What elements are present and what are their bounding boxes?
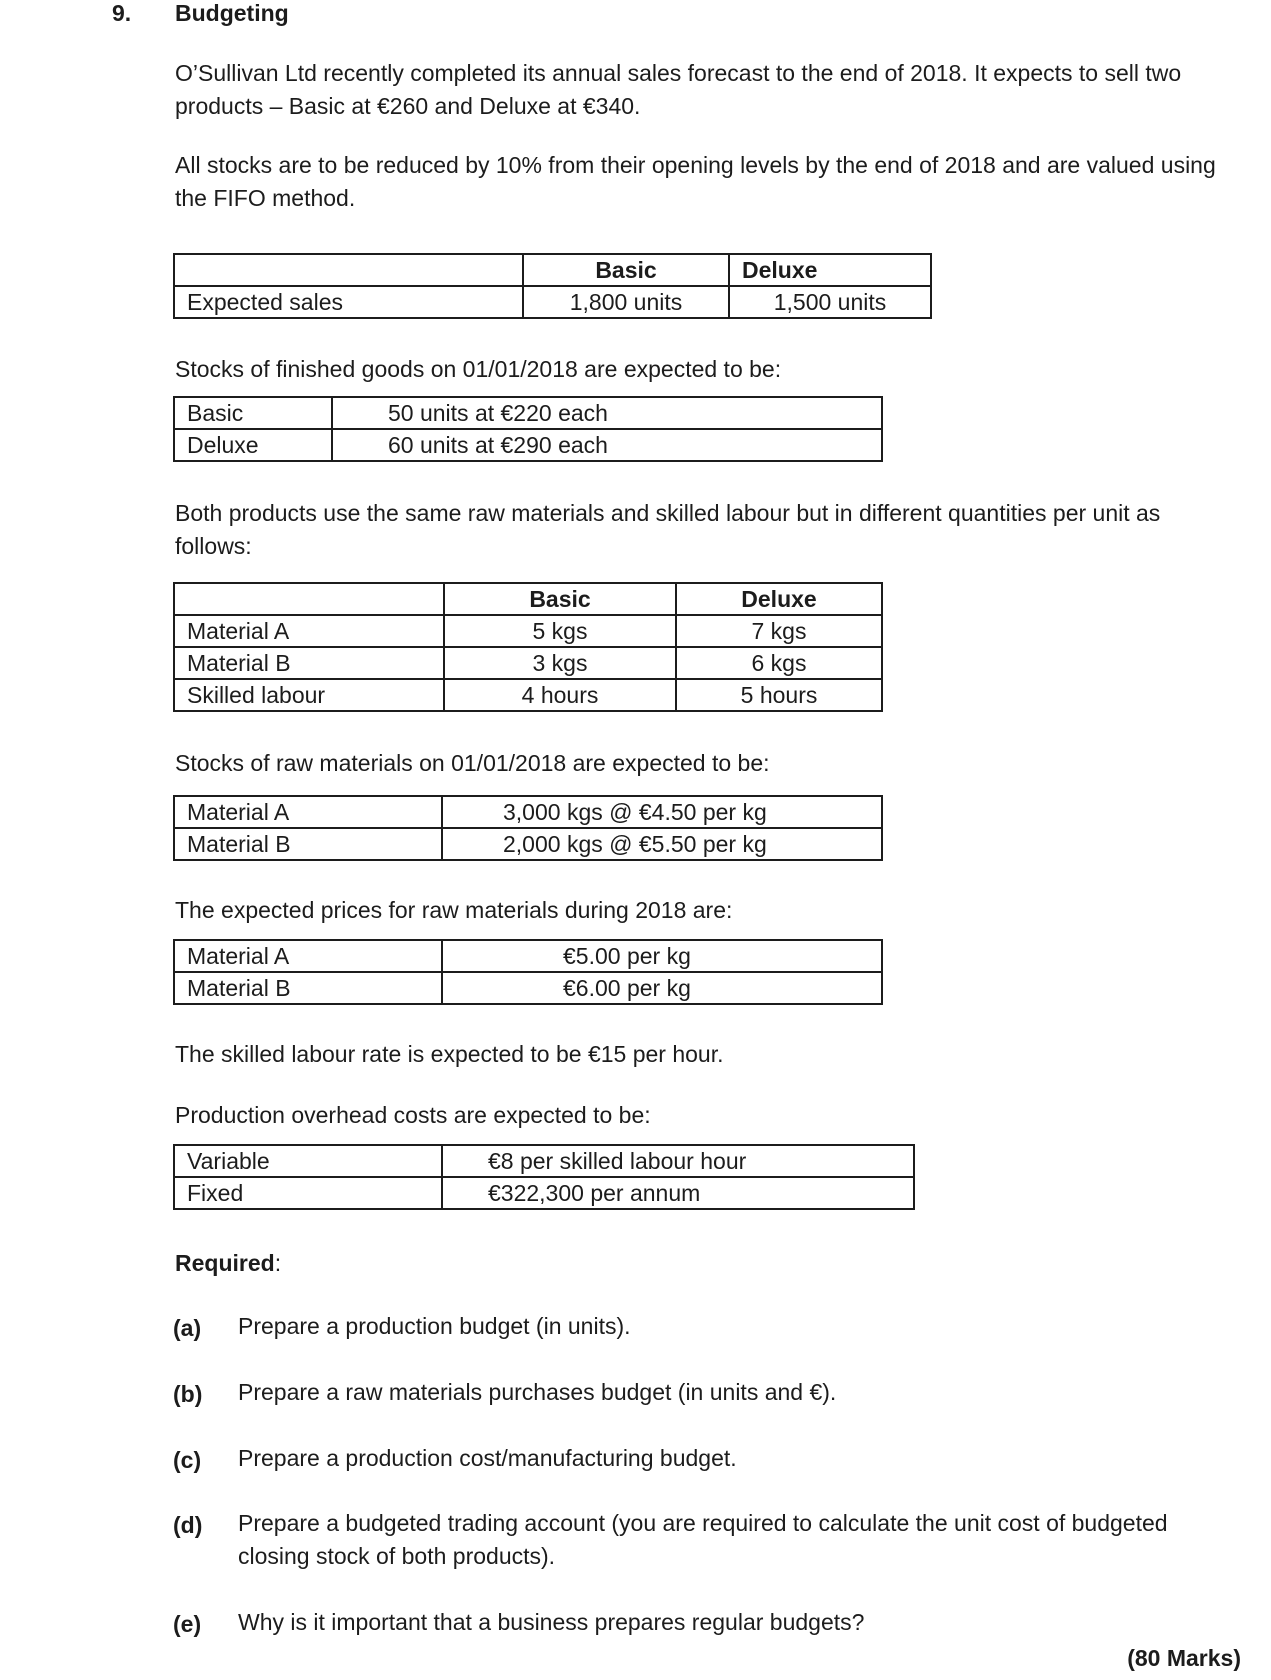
part-e-label: (e) xyxy=(173,1611,202,1637)
table-row xyxy=(174,286,931,318)
usage-table xyxy=(173,582,883,712)
table-row xyxy=(174,429,882,461)
part-d-label: (d) xyxy=(173,1512,203,1538)
row-value: €8 per skilled labour hour xyxy=(442,1145,914,1177)
question-title: Budgeting xyxy=(175,0,289,26)
table-row xyxy=(174,647,882,679)
table-row xyxy=(174,972,882,1004)
table-row xyxy=(174,1177,914,1209)
part-e-text: Why is it important that a business prepares regular budgets? xyxy=(238,1609,865,1635)
empty-header-cell xyxy=(174,254,523,286)
basic-value: 5 kgs xyxy=(444,615,676,647)
table-row xyxy=(174,583,882,615)
part-b-text: Prepare a raw materials purchases budget (in units and €). xyxy=(238,1379,837,1405)
prices-heading: The expected prices for raw materials during 2018 are: xyxy=(175,897,733,923)
row-label: Basic xyxy=(174,397,332,429)
row-value: 2,000 kgs @ €5.50 per kg xyxy=(442,828,882,860)
row-value: 60 units at €290 each xyxy=(332,429,882,461)
row-label: Variable xyxy=(174,1145,442,1177)
row-value: €322,300 per annum xyxy=(442,1177,914,1209)
part-b-label: (b) xyxy=(173,1381,203,1407)
deluxe-sales-value: 1,500 units xyxy=(729,286,931,318)
table-row xyxy=(174,679,882,711)
empty-header-cell xyxy=(174,583,444,615)
row-label: Fixed xyxy=(174,1177,442,1209)
part-a-text: Prepare a production budget (in units). xyxy=(238,1313,631,1339)
required-colon: : xyxy=(274,1250,282,1276)
row-label: Material B xyxy=(174,972,442,1004)
expected-sales-table xyxy=(173,253,932,319)
deluxe-value: 6 kgs xyxy=(676,647,882,679)
finished-goods-table xyxy=(173,396,883,462)
table-row xyxy=(174,828,882,860)
basic-value: 3 kgs xyxy=(444,647,676,679)
labour-rate-text: The skilled labour rate is expected to be €15 per hour. xyxy=(175,1041,724,1067)
raw-stock-table xyxy=(173,795,883,861)
basic-value: 4 hours xyxy=(444,679,676,711)
part-c-label: (c) xyxy=(173,1447,202,1473)
row-label: Material B xyxy=(174,647,444,679)
overheads-heading: Production overhead costs are expected to be: xyxy=(175,1102,651,1128)
row-value: 50 units at €220 each xyxy=(332,397,882,429)
column-header-basic: Basic xyxy=(444,583,676,615)
row-value: 3,000 kgs @ €4.50 per kg xyxy=(442,796,882,828)
row-label: Material A xyxy=(174,615,444,647)
prices-table xyxy=(173,939,883,1005)
finished-goods-heading: Stocks of finished goods on 01/01/2018 are expected to be: xyxy=(175,356,782,382)
table-row xyxy=(174,940,882,972)
row-label: Material A xyxy=(174,940,442,972)
part-a-label: (a) xyxy=(173,1315,202,1341)
row-label: Skilled labour xyxy=(174,679,444,711)
table-row xyxy=(174,1145,914,1177)
overheads-table xyxy=(173,1144,915,1210)
deluxe-value: 5 hours xyxy=(676,679,882,711)
usage-heading: Both products use the same raw materials and skilled labour but in different quantities per unit as follows: xyxy=(175,500,1161,559)
part-c-text: Prepare a production cost/manufacturing budget. xyxy=(238,1445,737,1471)
row-label: Material A xyxy=(174,796,442,828)
intro-paragraph-2: All stocks are to be reduced by 10% from their opening levels by the end of 2018 and are valued using the FIFO method. xyxy=(175,152,1216,211)
total-marks: (80 Marks) xyxy=(1127,1645,1241,1671)
row-value: €6.00 per kg xyxy=(442,972,882,1004)
table-row xyxy=(174,615,882,647)
column-header-basic: Basic xyxy=(523,254,729,286)
row-label: Deluxe xyxy=(174,429,332,461)
row-label: Expected sales xyxy=(174,286,523,318)
required-label: Required xyxy=(175,1250,275,1276)
table-row xyxy=(174,796,882,828)
column-header-deluxe: Deluxe xyxy=(676,583,882,615)
intro-paragraph-1: O’Sullivan Ltd recently completed its annual sales forecast to the end of 2018. It expects to sell two products – Basic at €260 and Deluxe at €340. xyxy=(175,60,1182,119)
raw-stock-heading: Stocks of raw materials on 01/01/2018 are expected to be: xyxy=(175,750,770,776)
row-label: Material B xyxy=(174,828,442,860)
column-header-deluxe: Deluxe xyxy=(729,254,931,286)
part-d-text: Prepare a budgeted trading account (you are required to calculate the unit cost of budgeted closing stock of both products). xyxy=(238,1510,1168,1569)
basic-sales-value: 1,800 units xyxy=(523,286,729,318)
table-row xyxy=(174,254,931,286)
required-heading xyxy=(175,1250,281,1277)
row-value: €5.00 per kg xyxy=(442,940,882,972)
deluxe-value: 7 kgs xyxy=(676,615,882,647)
table-row xyxy=(174,397,882,429)
question-number: 9. xyxy=(112,0,132,26)
